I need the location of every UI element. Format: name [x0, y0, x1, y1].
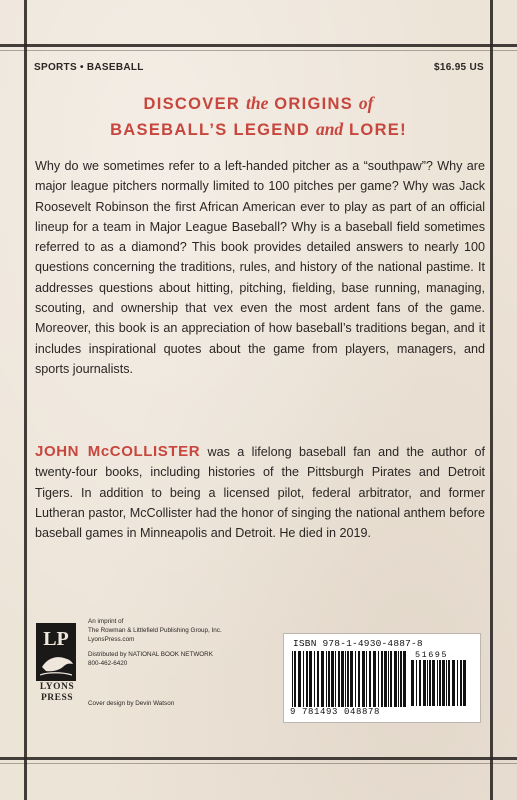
- frame-left-line: [24, 0, 27, 800]
- headline: [40, 91, 477, 143]
- author-bio-paragraph: [35, 442, 485, 543]
- addon-barcode: [411, 660, 469, 706]
- barcode-bar: [378, 651, 379, 707]
- barcode-panel: [283, 633, 481, 723]
- barcode-bar: [390, 651, 392, 707]
- barcode-bar: [423, 660, 426, 706]
- headline-text: DISCOVER: [143, 95, 246, 113]
- barcode-bar: [314, 651, 315, 707]
- barcode-bar: [341, 651, 344, 707]
- ean-barcode: [292, 651, 408, 707]
- isbn-text: ISBN 978-1-4930-4887-8: [293, 638, 423, 649]
- barcode-bar: [331, 651, 334, 707]
- publisher-website: LyonsPress.com: [88, 636, 135, 643]
- price-label: $16.95 US: [434, 62, 484, 73]
- description-paragraph: Why do we sometimes refer to a left-handed pitcher as a “southpaw”? Why are major league pitchers normally limited to 100 pitches per game? Why was Jack Roosevelt Robinson the first African American ever to play as part of an official lineup for a team in Major League Baseball? Why is a baseball field sometimes referred to as a diamond? This book provides detailed answers to nearly 100 questions concerning the traditions, rules, and history of the national pastime. It addresses questions about hitting, pitching, fielding, base running, managing, scouting, and ownership that vex even the most ardent fans of the game. Moreover, this book is an appreciation of how baseball’s traditions began, and it includes inspirational quotes about the game from players, managers, and sports journalists.: [35, 159, 485, 376]
- barcode-bar: [460, 660, 462, 706]
- ean-digits: 9 781493 048878: [290, 707, 381, 717]
- category-label: SPORTS • BASEBALL: [34, 62, 144, 73]
- barcode-bar: [437, 660, 438, 706]
- barcode-bar: [403, 651, 406, 707]
- barcode-bar: [303, 651, 304, 707]
- barcode-bar: [427, 660, 428, 706]
- barcode-bar: [369, 651, 371, 707]
- barcode-bar: [294, 651, 296, 707]
- headline-italic: the: [245, 93, 269, 113]
- barcode-bar: [355, 651, 356, 707]
- barcode-bar: [326, 651, 327, 707]
- barcode-bar: [345, 651, 346, 707]
- barcode-bar: [298, 651, 301, 707]
- barcode-bar: [335, 651, 336, 707]
- barcode-bar: [350, 651, 353, 707]
- frame-right-line: [490, 0, 493, 800]
- barcode-bar: [429, 660, 431, 706]
- barcode-bar: [338, 651, 340, 707]
- barcode-bar: [358, 651, 360, 707]
- headline-text: LORE!: [343, 121, 407, 139]
- barcode-bar: [317, 651, 319, 707]
- distributor-phone: 800-462-6420: [88, 660, 128, 667]
- barcode-bar: [309, 651, 312, 707]
- headline-line-2: [40, 117, 477, 143]
- barcode-bar: [400, 651, 402, 707]
- author-bio-text: was a lifelong baseball fan and the author of twenty-four books, including histories of the Pittsburgh Pirates and Detroit Tigers. In addition to being a licensed pilot, federal arbitrator, and former Lutheran pastor, McCollister had the honor of singing the national anthem before baseball games in Minneapolis and Detroit. He died in 2019.: [35, 445, 485, 541]
- barcode-bar: [373, 651, 376, 707]
- frame-top-line-faint: [0, 50, 517, 51]
- barcode-bar: [347, 651, 349, 707]
- barcode-bar: [442, 660, 445, 706]
- barcode-bar: [366, 651, 367, 707]
- logo-word-lyons: LYONS: [39, 682, 75, 692]
- author-name: JOHN McCOLLISTER: [35, 443, 201, 460]
- logo-wordmark: [31, 682, 83, 704]
- barcode-bar: [362, 651, 365, 707]
- headline-line-1: [40, 91, 477, 117]
- barcode-bar: [321, 651, 324, 707]
- barcode-bar: [292, 651, 293, 707]
- barcode-bar: [384, 651, 387, 707]
- barcode-bar: [432, 660, 435, 706]
- cover-credit: Cover design by Devin Watson: [88, 700, 175, 707]
- frame-top-line: [0, 44, 517, 47]
- barcode-bar: [388, 651, 389, 707]
- barcode-bar: [452, 660, 455, 706]
- barcode-bar: [419, 660, 421, 706]
- headline-italic: and: [315, 119, 344, 139]
- barcode-bar: [306, 651, 308, 707]
- barcode-bar: [398, 651, 399, 707]
- frame-bottom-line: [0, 757, 517, 760]
- headline-text: BASEBALL’S LEGEND: [110, 121, 316, 139]
- barcode-bar: [328, 651, 330, 707]
- barcode-bar: [394, 651, 397, 707]
- barcode-bar: [446, 660, 447, 706]
- imprint-publisher: The Rowman & Littlefield Publishing Group, Inc.: [88, 627, 222, 634]
- publisher-info: [88, 617, 268, 668]
- barcode-bar: [448, 660, 450, 706]
- price-code: 51695: [415, 650, 449, 660]
- barcode-bar: [416, 660, 417, 706]
- frame-bottom-line-faint: [0, 763, 517, 764]
- imprint-line: An imprint of: [88, 618, 124, 625]
- barcode-bar: [457, 660, 458, 706]
- barcode-bar: [381, 651, 383, 707]
- logo-letters: LP: [43, 628, 69, 650]
- top-bar: [34, 62, 484, 73]
- barcode-bar: [411, 660, 414, 706]
- distributor-line: Distributed by NATIONAL BOOK NETWORK: [88, 651, 213, 658]
- headline-text: ORIGINS: [268, 95, 359, 113]
- barcode-bar: [439, 660, 441, 706]
- headline-italic: of: [358, 93, 374, 113]
- barcode-bar: [463, 660, 466, 706]
- logo-word-press: PRESS: [40, 693, 74, 703]
